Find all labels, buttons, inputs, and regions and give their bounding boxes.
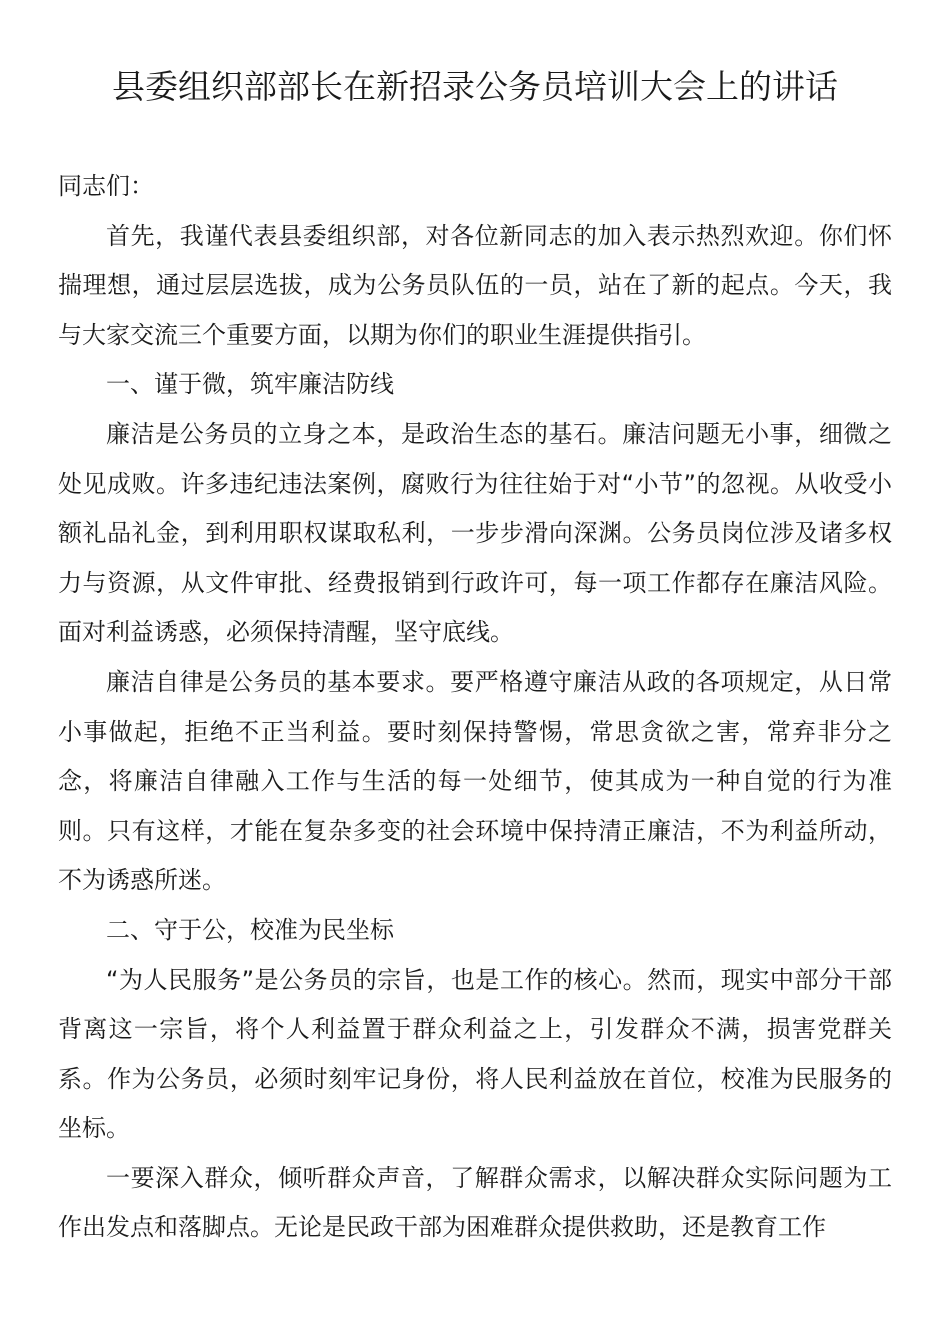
document-title: 县委组织部部长在新招录公务员培训大会上的讲话 (112, 67, 838, 106)
paragraph-integrity-foundation: 廉洁是公务员的立身之本，是政治生态的基石。廉洁问题无小事，细微之处见成败。许多违纪违法案例，腐败行为往往始于对“小节”的忽视。从收受小额礼品礼金，到利用职权谋取私利，一步步滑向深渊。公务员岗位涉及诸多权力与资源，从文件审批、经费报销到行政许可，每一项工作都存在廉洁风险。面对利益诱惑，必须保持清醒，坚守底线。 (58, 419, 892, 647)
salutation: 同志们： (58, 172, 154, 200)
paragraph-integrity-discipline: 廉洁自律是公务员的基本要求。要严格遵守廉洁从政的各项规定，从日常小事做起，拒绝不正当利益。要时刻保持警惕，常思贪欲之害，常弃非分之念，将廉洁自律融入工作与生活的每一处细节，使其成为一种自觉的行为准则。只有这样，才能在复杂多变的社会环境中保持清正廉洁，不为利益所动，不为诱惑所迷。 (58, 667, 892, 895)
paragraph-serve-people: “为人民服务”是公务员的宗旨，也是工作的核心。然而，现实中部分干部背离这一宗旨，将个人利益置于群众利益之上，引发群众不满，损害党群关系。作为公务员，必须时刻牢记身份，将人民利益放在首位，校准为民服务的坐标。 (58, 965, 892, 1143)
paragraph-go-to-masses: 一要深入群众，倾听群众声音，了解群众需求，以解决群众实际问题为工作出发点和落脚点。无论是民政干部为困难群众提供救助，还是教育工作 (58, 1163, 892, 1242)
section-heading-1: 一、谨于微，筑牢廉洁防线 (106, 370, 394, 399)
document-body (58, 162, 892, 1253)
section-heading-2: 二、守于公，校准为民坐标 (106, 915, 394, 944)
paragraph-intro: 首先，我谨代表县委组织部，对各位新同志的加入表示热烈欢迎。你们怀揣理想，通过层层选拔，成为公务员队伍的一员，站在了新的起点。今天，我与大家交流三个重要方面，以期为你们的职业生涯提供指引。 (58, 221, 892, 349)
